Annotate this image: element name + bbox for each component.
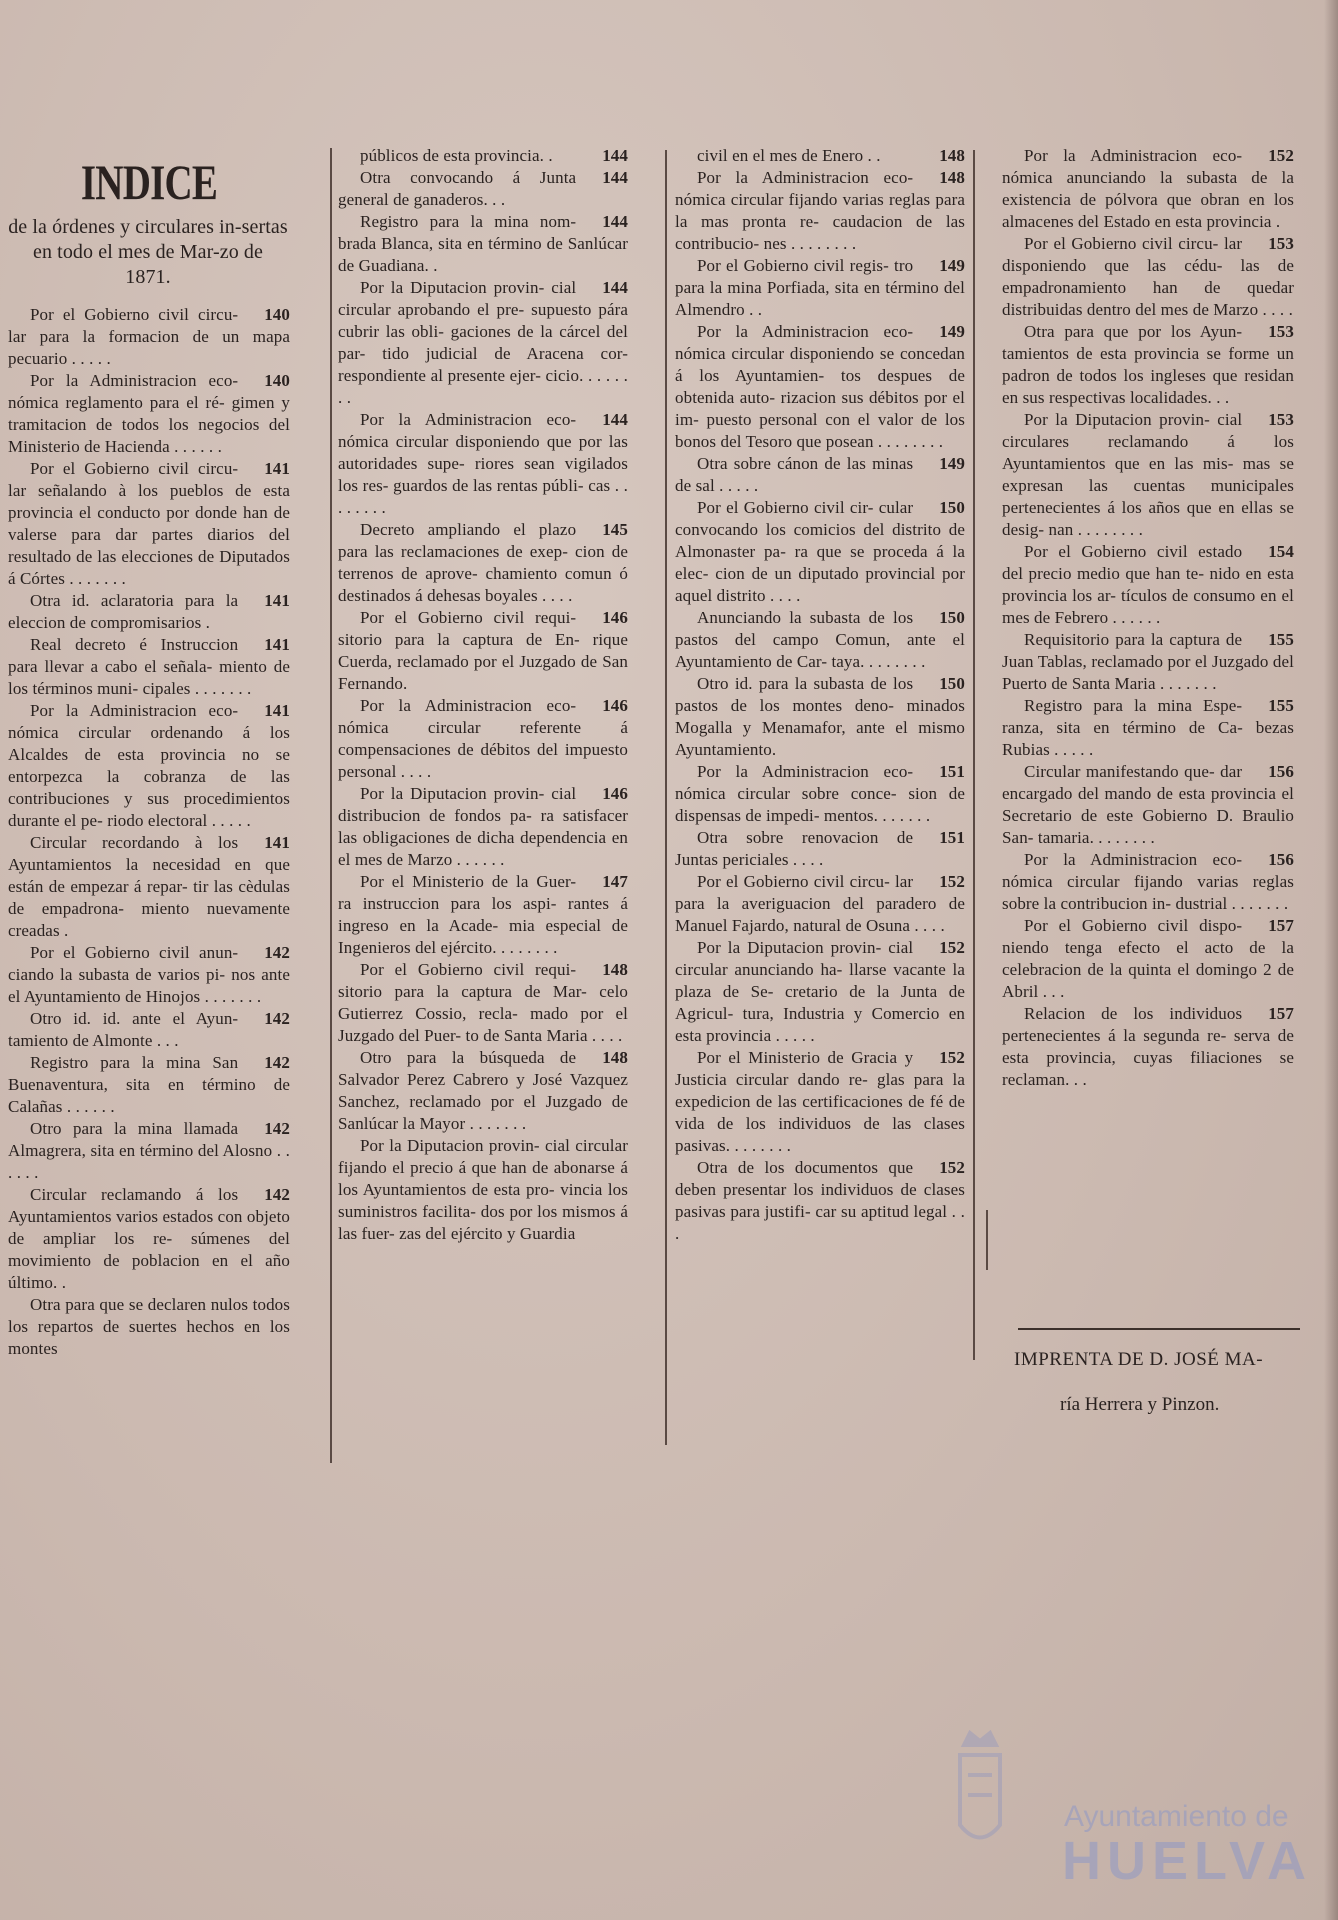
index-entry bbox=[675, 1047, 965, 1157]
index-entry bbox=[1002, 695, 1294, 761]
column-divider bbox=[986, 1210, 988, 1270]
page-number: 152 bbox=[939, 938, 965, 957]
index-entry bbox=[1002, 321, 1294, 409]
imprint-separator bbox=[1018, 1328, 1300, 1330]
index-subtitle: de la órdenes y circulares in-sertas en todo el mes de Mar-zo de 1871. bbox=[8, 216, 288, 288]
index-entry bbox=[675, 1157, 965, 1245]
entry-text: civil en el mes de Enero . . bbox=[697, 146, 881, 165]
page-number: 149 bbox=[939, 454, 965, 473]
page-number: 144 bbox=[602, 410, 628, 429]
index-entry bbox=[1002, 761, 1294, 849]
entry-text: Por la Diputacion provin- cial distribucion de fondos pa- ra satisfacer las obligaciones de dicha dependencia en el mes de Marzo . . . . . . bbox=[338, 784, 628, 869]
entry-text: Otra id. aclaratoria para la eleccion de compromisarios . bbox=[8, 591, 239, 632]
page-number: 149 bbox=[939, 322, 965, 341]
index-entry bbox=[675, 255, 965, 321]
entry-text: Requisitorio para la captura de Juan Tablas, reclamado por el Juzgado del Puerto de Santa Maria . . . . . . . bbox=[1002, 630, 1294, 693]
index-entry bbox=[338, 211, 628, 277]
index-entry bbox=[675, 607, 965, 673]
entry-text: Por la Diputacion provin- cial circular anunciando ha- llarse vacante la plaza de Se- cretario de la Junta de Agricul- tura, Industria y Comercio en esta provincia . . . . . bbox=[675, 938, 965, 1045]
index-entry bbox=[1002, 145, 1294, 233]
index-entry bbox=[338, 1135, 628, 1245]
page-number: 144 bbox=[602, 212, 628, 231]
entry-text: Registro para la mina San Buenaventura, sita en término de Calañas . . . . . . bbox=[8, 1053, 290, 1116]
imprint-line-1: IMPRENTA DE D. JOSÉ MA- bbox=[1014, 1349, 1264, 1370]
entry-text: Registro para la mina nom- brada Blanca, sita en término de Sanlúcar de Guadiana. . bbox=[338, 212, 628, 275]
page-number: 142 bbox=[264, 1185, 290, 1204]
page-number: 141 bbox=[264, 701, 290, 720]
entry-text: Por la Administracion eco- nómica anunciando la subasta de la existencia de pólvora que obran en los almacenes del Estado en esta provincia . bbox=[1002, 146, 1294, 231]
index-entry bbox=[1002, 849, 1294, 915]
page-number: 150 bbox=[939, 498, 965, 517]
page-number: 147 bbox=[602, 872, 628, 891]
page-number: 141 bbox=[264, 459, 290, 478]
entry-text: Circular reclamando á los Ayuntamientos varios estados con objeto de ampliar los re- súmenes del movimiento de poblacion en el año último. . bbox=[8, 1185, 290, 1292]
index-entry bbox=[1002, 915, 1294, 1003]
index-entry bbox=[8, 700, 290, 832]
page-number: 146 bbox=[602, 696, 628, 715]
entry-text: Otra para que se declaren nulos todos los repartos de suertes hechos en los montes bbox=[8, 1295, 290, 1358]
page-number: 140 bbox=[264, 371, 290, 390]
index-entry bbox=[675, 145, 965, 167]
index-entry bbox=[338, 409, 628, 519]
index-entry bbox=[8, 832, 290, 942]
index-column-4 bbox=[1002, 145, 1294, 1091]
entry-text: Por la Administracion eco- nómica circular disponiendo se concedan á los Ayuntamien- tos despues de obtenida auto- rizacion sus débitos por el im- puesto personal con el valor de los bonos del Tesoro que posean . . . . . . . . bbox=[675, 322, 965, 451]
entry-text: Por el Gobierno civil regis- tro para la mina Porfiada, sita en término del Almendro . . bbox=[675, 256, 965, 319]
page-number: 156 bbox=[1268, 762, 1294, 781]
entry-text: Otro id. id. ante el Ayun- tamiento de Almonte . . . bbox=[8, 1009, 239, 1050]
index-entry bbox=[338, 695, 628, 783]
entry-list bbox=[1002, 145, 1294, 1091]
page-number: 144 bbox=[602, 278, 628, 297]
page-number: 150 bbox=[939, 674, 965, 693]
index-entry bbox=[675, 453, 965, 497]
page-number: 151 bbox=[939, 828, 965, 847]
imprint-line-2: ría Herrera y Pinzon. bbox=[1060, 1394, 1220, 1415]
index-entry bbox=[675, 937, 965, 1047]
entry-text: Por la Administracion eco- nómica reglamento para el ré- gimen y tramitacion de todos los negocios del Ministerio de Hacienda . . . . . . bbox=[8, 371, 290, 456]
page-number: 150 bbox=[939, 608, 965, 627]
page-number: 142 bbox=[264, 943, 290, 962]
index-entry bbox=[338, 959, 628, 1047]
index-entry bbox=[675, 761, 965, 827]
entry-list bbox=[675, 145, 965, 1245]
watermark-text: HUELVA bbox=[1062, 1831, 1312, 1891]
page-number: 148 bbox=[602, 960, 628, 979]
entry-text: Decreto ampliando el plazo para las reclamaciones de exep- cion de terrenos de aprove- chamiento comun ó destinados á dehesas boyales . . . . bbox=[338, 520, 628, 605]
index-entry bbox=[338, 871, 628, 959]
entry-text: Por el Ministerio de la Guer- ra instruccion para los aspi- rantes á ingreso en la Acade- mia especial de Ingenieros del ejército. . . . . . . . bbox=[338, 872, 628, 957]
entry-text: Circular manifestando que- dar encargado del mando de esta provincia el Secretario de este Gobierno D. Braulio San- tamaria. . . . . . . . bbox=[1002, 762, 1294, 847]
entry-text: Otra sobre cánon de las minas de sal . . . . . bbox=[675, 454, 914, 495]
page-number: 142 bbox=[264, 1119, 290, 1138]
entry-text: Otro id. para la subasta de los pastos de los montes deno- minados Mogalla y Menamafor, ante el mismo Ayuntamiento. bbox=[675, 674, 965, 759]
entry-text: Por el Gobierno civil requi- sitorio para la captura de Mar- celo Gutierrez Cossio, recla- mado por el Juzgado del Puer- to de Santa Maria . . . . bbox=[338, 960, 628, 1045]
index-entry bbox=[8, 590, 290, 634]
index-entry bbox=[338, 145, 628, 167]
index-entry bbox=[338, 783, 628, 871]
index-entry bbox=[8, 304, 290, 370]
entry-text: Por el Gobierno civil circu- lar para la formacion de un mapa pecuario . . . . . bbox=[8, 305, 290, 368]
index-entry bbox=[1002, 629, 1294, 695]
index-entry bbox=[1002, 409, 1294, 541]
index-entry bbox=[675, 321, 965, 453]
index-title: INDICE bbox=[80, 154, 218, 210]
page-number: 142 bbox=[264, 1053, 290, 1072]
entry-text: Por el Gobierno civil cir- cular convocando los comicios del distrito de Almonaster pa- ra que se proceda á la elec- cion de un diputado provincial por aquel distrito . . . . bbox=[675, 498, 965, 605]
page-number: 152 bbox=[1268, 146, 1294, 165]
entry-text: Circular recordando à los Ayuntamientos la necesidad en que están de empezar á repar- tir las cèdulas de empadrona- miento nuevamente creadas . bbox=[8, 833, 290, 940]
page-number: 157 bbox=[1268, 1004, 1294, 1023]
entry-text: Otro para la búsqueda de Salvador Perez Cabrero y José Vazquez Sanchez, reclamado por el Juzgado de Sanlúcar la Mayor . . . . . . . bbox=[338, 1048, 628, 1133]
page-number: 155 bbox=[1268, 696, 1294, 715]
page-number: 145 bbox=[602, 520, 628, 539]
index-column-3 bbox=[675, 145, 965, 1245]
index-entry bbox=[338, 277, 628, 409]
entry-text: Por la Administracion eco- nómica circular referente á compensaciones de débitos del impuesto personal . . . . bbox=[338, 696, 628, 781]
entry-text: Por el Gobierno civil circu- lar para la averiguacion del paradero de Manuel Fajardo, natural de Osuna . . . . bbox=[675, 872, 965, 935]
entry-text: Por la Administracion eco- nómica circular disponiendo que por las autoridades supe- riores sean vigilados los res- guardos de las rentas públi- cas . . . . . . . . bbox=[338, 410, 628, 517]
column-divider bbox=[973, 150, 975, 1360]
index-entry bbox=[8, 1184, 290, 1294]
page-number: 141 bbox=[264, 833, 290, 852]
page-number: 142 bbox=[264, 1009, 290, 1028]
page-number: 140 bbox=[264, 305, 290, 324]
index-entry bbox=[338, 167, 628, 211]
entry-text: Por el Gobierno civil circu- lar señalando à los pueblos de esta provincia el conducto por donde han de valerse para dar partes diarios del resultado de las elecciones de Diputados á Córtes . . . . . . . bbox=[8, 459, 290, 588]
index-entry bbox=[338, 607, 628, 695]
index-entry bbox=[1002, 541, 1294, 629]
entry-text: Relacion de los individuos pertenecientes á la segunda re- serva de esta provincia, cuyas filiaciones se reclaman. . . bbox=[1002, 1004, 1294, 1089]
entry-list bbox=[8, 304, 290, 1360]
entry-text: Real decreto é Instruccion para llevar a cabo el señala- miento de los términos muni- cipales . . . . . . . bbox=[8, 635, 290, 698]
page-number: 155 bbox=[1268, 630, 1294, 649]
entry-text: Por el Gobierno civil estado del precio medio que han te- nido en esta provincia los ar- tículos de consumo en el mes de Febrero . . . . . . bbox=[1002, 542, 1294, 627]
index-entry bbox=[8, 1008, 290, 1052]
entry-text: Por el Gobierno civil requi- sitorio para la captura de En- rique Cuerda, reclamado por el Juzgado de San Fernando. bbox=[338, 608, 628, 693]
index-entry bbox=[8, 942, 290, 1008]
page-number: 144 bbox=[602, 146, 628, 165]
page-number: 156 bbox=[1268, 850, 1294, 869]
page-number: 149 bbox=[939, 256, 965, 275]
index-column-1 bbox=[8, 145, 290, 1360]
entry-text: Por el Gobierno civil circu- lar disponiendo que las cédu- las de empadronamiento han de quedar distribuidas dentro del mes de Marzo . . . . bbox=[1002, 234, 1294, 319]
entry-text: Por la Diputacion provin- cial circulares reclamando á los Ayuntamientos que en las mis- mas se expresan las cuentas municipales pertenecientes á los años que en ellas se desig- nan . . . . . . . . bbox=[1002, 410, 1294, 539]
entry-text: Por la Diputacion provin- cial circular fijando el precio á que han de abonarse á los Ayuntamientos de esta pro- vincia los suministros facilita- dos por los mismos á las fuer- zas del ejército y Guardia bbox=[338, 1136, 628, 1243]
index-entry bbox=[1002, 233, 1294, 321]
entry-text: Otra sobre renovacion de Juntas periciales . . . . bbox=[675, 828, 914, 869]
page-number: 144 bbox=[602, 168, 628, 187]
index-entry bbox=[675, 827, 965, 871]
index-entry bbox=[675, 673, 965, 761]
entry-text: Por la Administracion eco- nómica circular fijando varias reglas sobre la contribucion in- dustrial . . . . . . . bbox=[1002, 850, 1294, 913]
page-number: 148 bbox=[939, 146, 965, 165]
index-entry bbox=[338, 519, 628, 607]
watermark-text: Ayuntamiento de bbox=[1064, 1800, 1289, 1833]
entry-text: Por el Gobierno civil anun- ciando la subasta de varios pi- nos ante el Ayuntamiento de Hinojos . . . . . . . bbox=[8, 943, 290, 1006]
page-number: 153 bbox=[1268, 234, 1294, 253]
entry-text: públicos de esta provincia. . bbox=[360, 146, 553, 165]
page-number: 141 bbox=[264, 635, 290, 654]
column-divider bbox=[330, 148, 332, 1463]
page-number: 152 bbox=[939, 1158, 965, 1177]
index-entry bbox=[8, 1294, 290, 1360]
index-entry bbox=[1002, 1003, 1294, 1091]
column-divider bbox=[665, 150, 667, 1445]
page-number: 153 bbox=[1268, 322, 1294, 341]
index-entry bbox=[8, 634, 290, 700]
page-number: 152 bbox=[939, 1048, 965, 1067]
entry-text: Por la Administracion eco- nómica circular fijando varias reglas para la mas pronta re- caudacion de las contribucio- nes . . . . . . . . bbox=[675, 168, 965, 253]
entry-text: Por el Ministerio de Gracia y Justicia circular dando re- glas para la expedicion de las certificaciones de fé de vida de los individuos de las clases pasivas. . . . . . . . bbox=[675, 1048, 965, 1155]
index-entry bbox=[338, 1047, 628, 1135]
entry-text: Por el Gobierno civil dispo- niendo tenga efecto el acto de la celebracion de la quinta el domingo 2 de Abril . . . bbox=[1002, 916, 1294, 1001]
entry-text: Por la Administracion eco- nómica circular ordenando á los Alcaldes de esta provincia no se entorpezca la cobranza de las contribuciones y sus procedimientos durante el pe- riodo electoral . . . . . bbox=[8, 701, 290, 830]
index-entry bbox=[8, 1052, 290, 1118]
index-entry bbox=[8, 458, 290, 590]
page-number: 157 bbox=[1268, 916, 1294, 935]
page-number: 148 bbox=[602, 1048, 628, 1067]
entry-text: Otra convocando á Junta general de ganaderos. . . bbox=[338, 168, 577, 209]
entry-text: Por la Diputacion provin- cial circular aprobando el pre- supuesto pára cubrir las obli- gaciones de la cárcel del par- tido judicial de Aracena cor- respondiente al presente ejer- cicio. . . . . . . . bbox=[338, 278, 628, 407]
index-column-2 bbox=[338, 145, 628, 1245]
entry-text: Otro para la mina llamada Almagrera, sita en término del Alosno . . . . . . bbox=[8, 1119, 290, 1182]
index-entry bbox=[675, 871, 965, 937]
page-number: 141 bbox=[264, 591, 290, 610]
entry-text: Registro para la mina Espe- ranza, sita en término de Ca- bezas Rubias . . . . . bbox=[1002, 696, 1294, 759]
page-number: 146 bbox=[602, 608, 628, 627]
entry-text: Anunciando la subasta de los pastos del campo Comun, ante el Ayuntamiento de Car- taya. . . . . . . . bbox=[675, 608, 965, 671]
page-number: 152 bbox=[939, 872, 965, 891]
entry-text: Por la Administracion eco- nómica circular sobre conce- sion de dispensas de impedi- mentos. . . . . . . bbox=[675, 762, 965, 825]
entry-text: Otra de los documentos que deben presentar los individuos de clases pasivas para justifi- car su aptitud legal . . . bbox=[675, 1158, 965, 1243]
entry-text: Otra para que por los Ayun- tamientos de esta provincia se forme un padron de todos los ingleses que residan en sus respectivas localidades. . . bbox=[1002, 322, 1294, 407]
page-number: 153 bbox=[1268, 410, 1294, 429]
index-entry bbox=[675, 167, 965, 255]
index-entry bbox=[8, 370, 290, 458]
page-number: 146 bbox=[602, 784, 628, 803]
page-number: 151 bbox=[939, 762, 965, 781]
page-number: 154 bbox=[1268, 542, 1294, 561]
index-entry bbox=[675, 497, 965, 607]
page-edge-shadow bbox=[1324, 0, 1338, 1920]
page-number: 148 bbox=[939, 168, 965, 187]
entry-list bbox=[338, 145, 628, 1245]
index-entry bbox=[8, 1118, 290, 1184]
